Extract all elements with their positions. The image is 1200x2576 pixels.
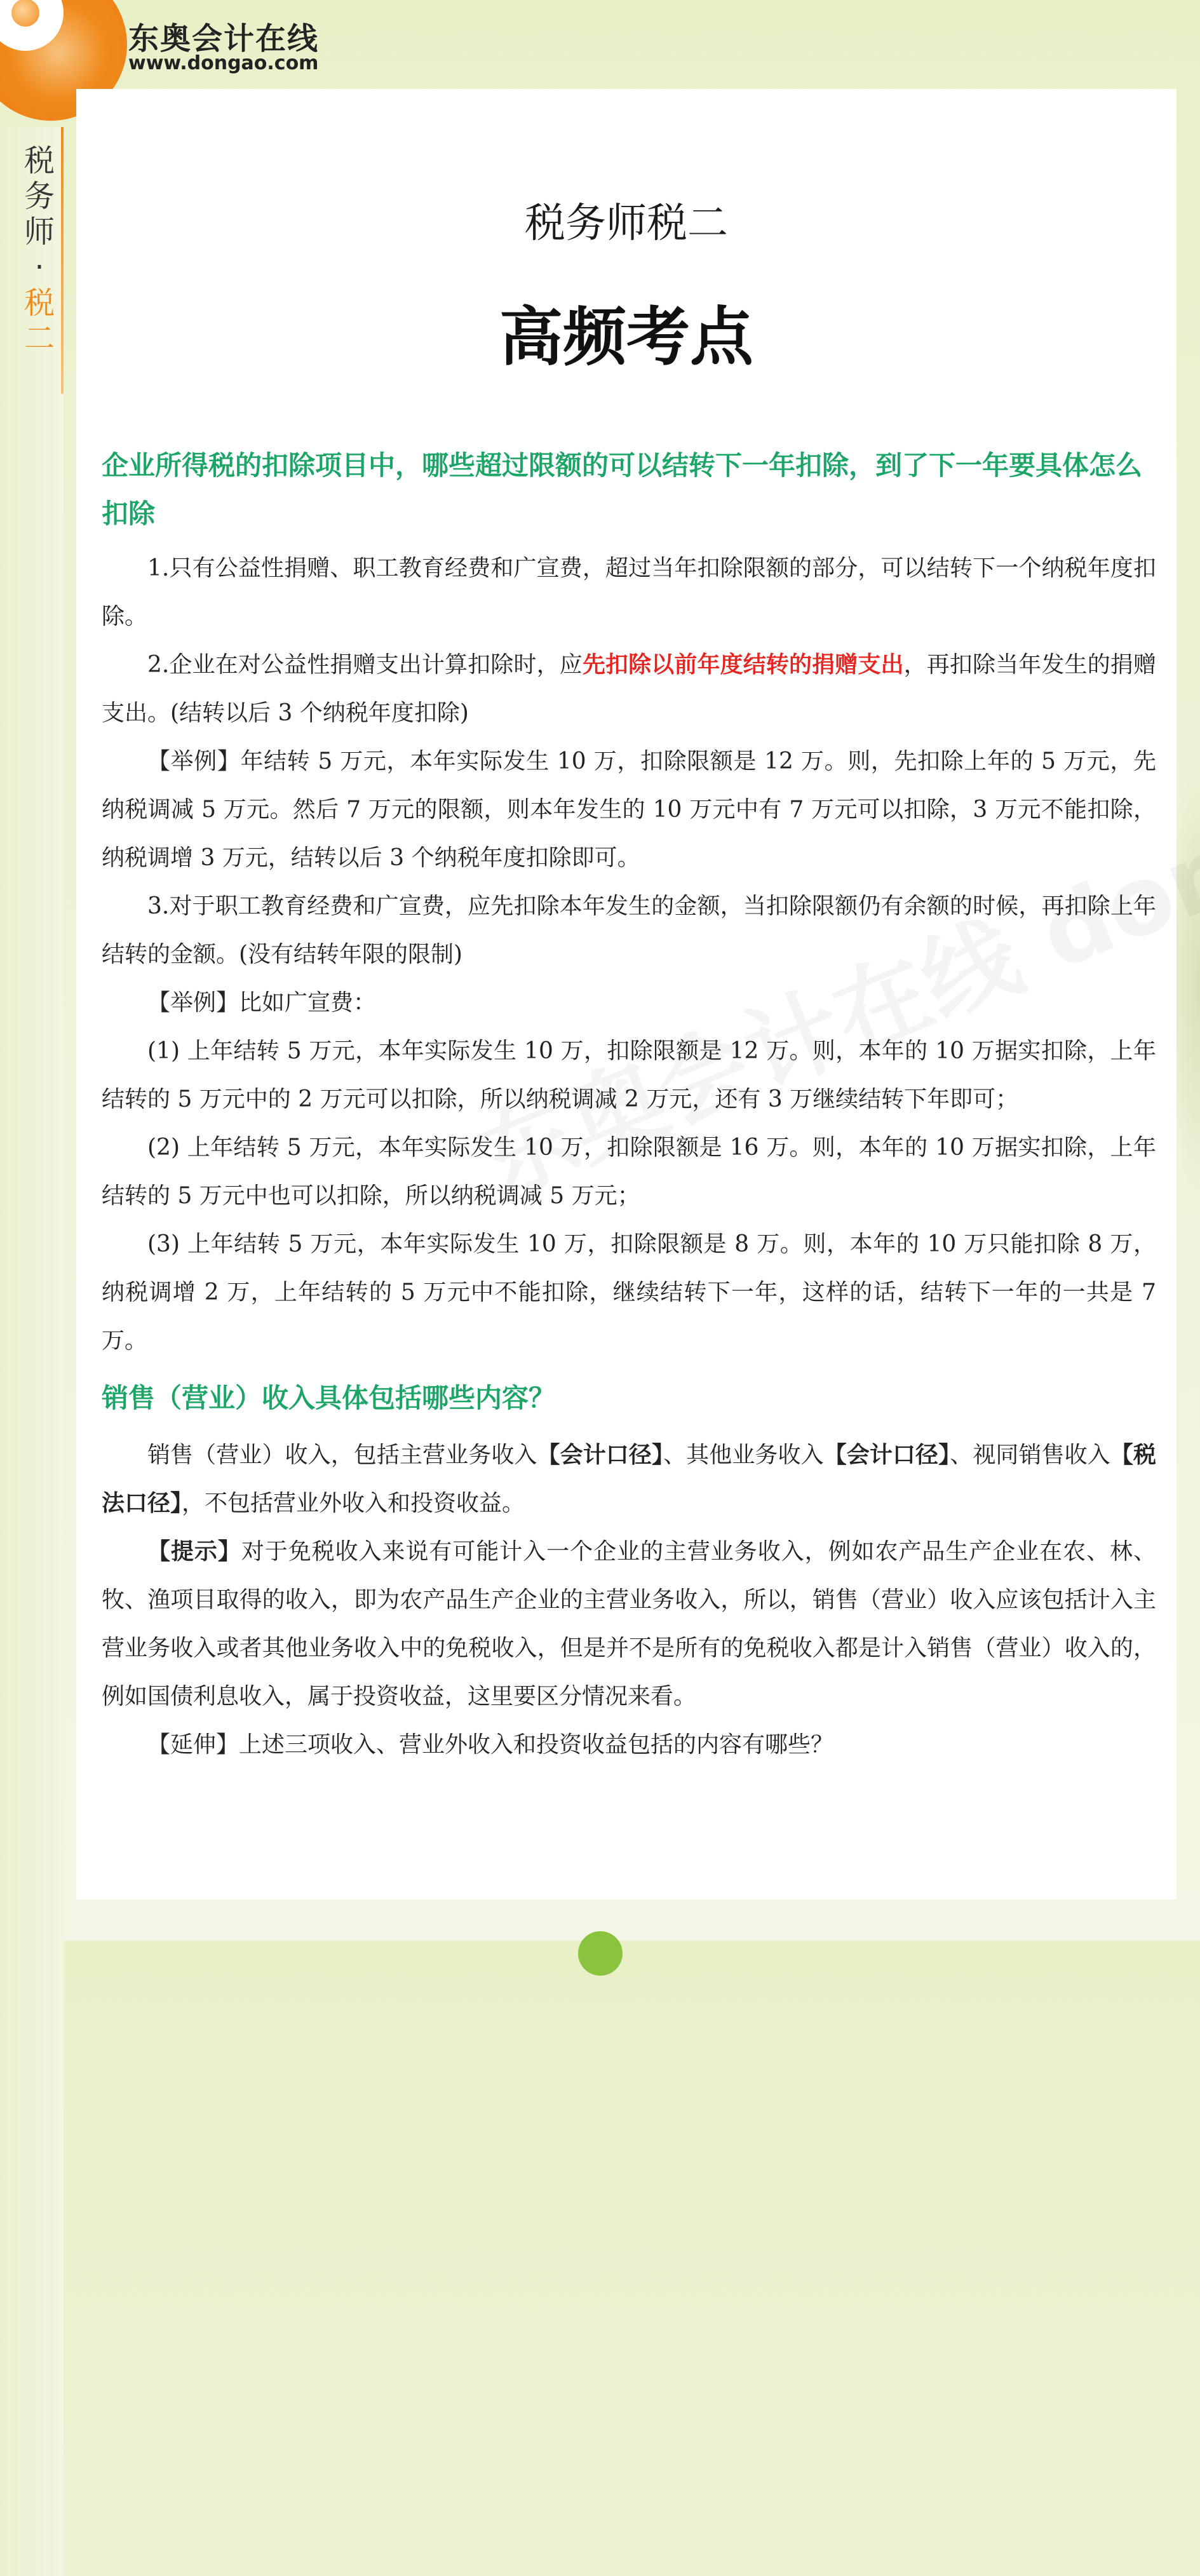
paragraph: 3.对于职工教育经费和广宣费，应先扣除本年发生的金额，当扣除限额仍有余额的时候，再扣除上年结转的金额。(没有结转年限的限制) (102, 893, 1156, 968)
page-marker-icon (578, 1931, 623, 1976)
paragraph: (1) 上年结转 5 万元，本年实际发生 10 万，扣除限额是 12 万。则，本年的 10 万据实扣除，上年结转的 5 万元中的 2 万元可以扣除，所以纳税调减 2 万元，还有 3 万继续结转下年即可； (102, 1038, 1156, 1112)
document-title: 税务师税二 (525, 200, 728, 247)
document-body (102, 442, 1156, 1769)
highlight-text: 先扣除以前年度结转的捐赠支出 (582, 652, 904, 678)
paragraph: 【举例】年结转 5 万元，本年实际发生 10 万，扣除限额是 12 万。则，先扣除上年的 5 万元，先纳税调减 5 万元。然后 7 万元的限额，则本年发生的 10 万元中有 7 万元可以扣除，3 万元不能扣除，纳税调增 3 万元，结转以后 3 个纳税年度扣除即可。 (102, 748, 1156, 871)
document-heading: 高频考点 (499, 300, 753, 374)
paragraph: 【举例】比如广宣费： (147, 990, 377, 1016)
sidebar-strip (0, 127, 64, 2576)
paragraph: 【延伸】上述三项收入、营业外收入和投资收益包括的内容有哪些？ (147, 1732, 834, 1758)
paragraph: 1.只有公益性捐赠、职工教育经费和广宣费，超过当年扣除限额的部分，可以结转下一个纳税年度扣除。 (102, 555, 1156, 630)
content-panel (76, 89, 1176, 1899)
paragraph: (3) 上年结转 5 万元，本年实际发生 10 万，扣除限额是 8 万。则，本年的 10 万只能扣除 8 万，纳税调增 2 万，上年结转的 5 万元中不能扣除，继续结转下一年，这样的话，结转下一年的一共是 7 万。 (102, 1231, 1156, 1354)
brand-url: www.dongao.com (128, 52, 319, 74)
paragraph: 【提示】对于免税收入来说有可能计入一个企业的主营业务收入，例如农产品生产企业在农、林、牧、渔项目取得的收入，即为农产品生产企业的主营业务收入，所以，销售（营业）收入应该包括计入主营业务收入或者其他业务收入中的免税收入，但是并不是所有的免税收入都是计入销售（营业）收入的，例如国债利息收入，属于投资收益，这里要区分情况来看。 (102, 1539, 1156, 1709)
brand-name: 东奥会计在线 (128, 21, 320, 57)
paragraph: 2.企业在对公益性捐赠支出计算扣除时，应先扣除以前年度结转的捐赠支出，再扣除当年发生的捐赠支出。(结转以后 3 个纳税年度扣除) (102, 652, 1156, 726)
sidebar-accent-line (61, 127, 64, 394)
section-heading: 企业所得税的扣除项目中，哪些超过限额的可以结转下一年扣除，到了下一年要具体怎么扣除 (102, 450, 1143, 529)
section-heading: 销售（营业）收入具体包括哪些内容？ (102, 1382, 556, 1413)
vertical-category-title: 税 务 师 · 税 二 (24, 143, 55, 356)
paragraph: (2) 上年结转 5 万元，本年实际发生 10 万，扣除限额是 16 万。则，本年的 10 万据实扣除，上年结转的 5 万元中也可以扣除，所以纳税调减 5 万元； (102, 1135, 1156, 1209)
paragraph: 销售（营业）收入，包括主营业务收入【会计口径】、其他业务收入【会计口径】、视同销售收入【税法口径】，不包括营业外收入和投资收益。 (102, 1442, 1156, 1516)
